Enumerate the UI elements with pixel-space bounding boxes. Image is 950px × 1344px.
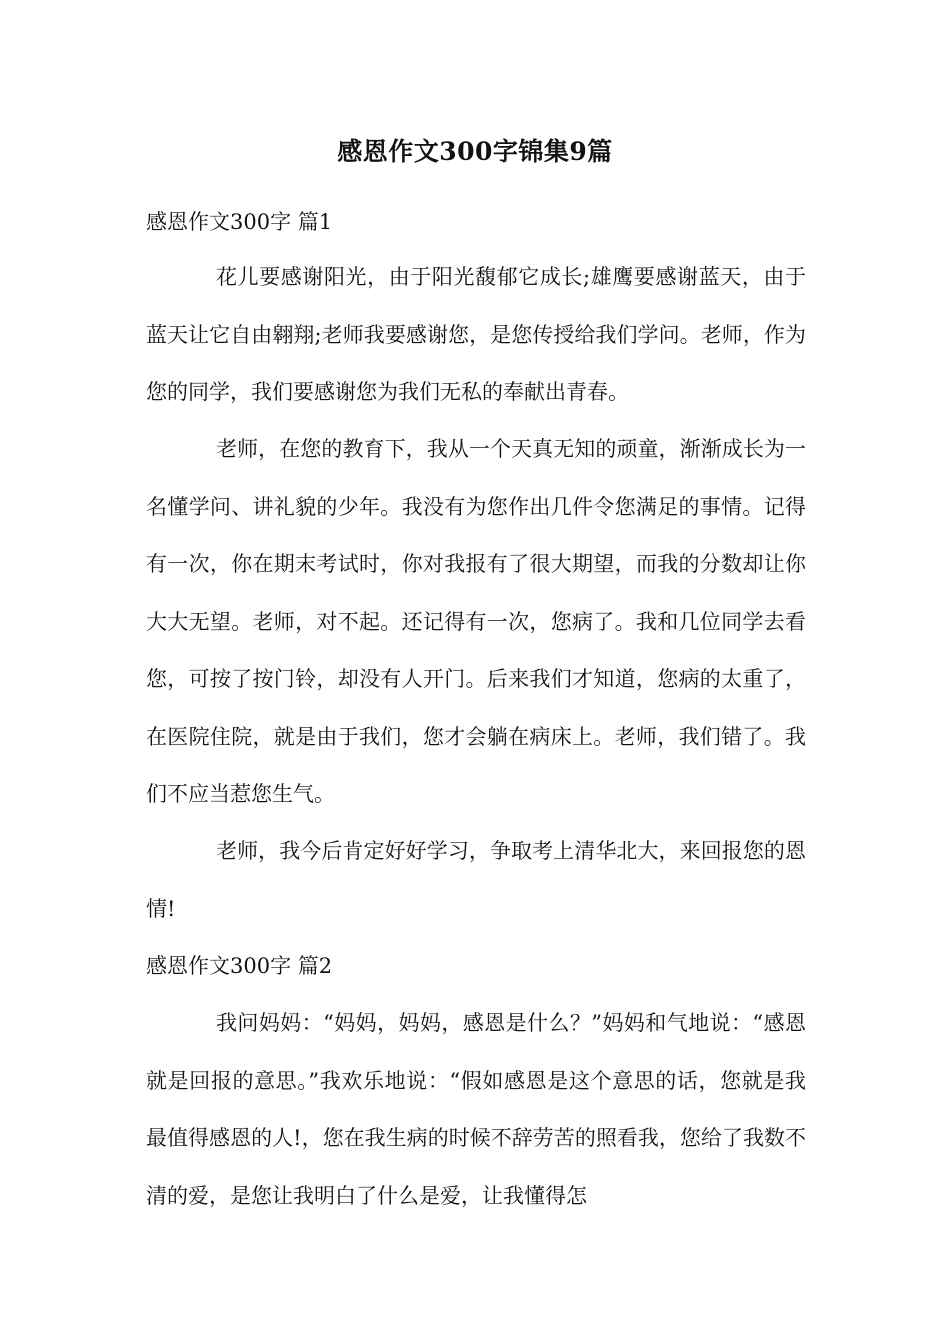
section-heading-1: 感恩作文300字 篇1 [146, 210, 333, 234]
section-heading-2: 感恩作文300字 篇2 [146, 954, 333, 978]
paragraph-1-2: 老师，在您的教育下，我从一个天真无知的顽童，渐渐成长为一名懂学问、讲礼貌的少年。我没有为您作出几件令您满足的事情。记得有一次，你在期末考试时，你对我报有了很大期望，而我的分数却让你大大无望。老师，对不起。还记得有一次，您病了。我和几位同学去看您，可按了按门铃，却没有人开门。后来我们才知道，您病的太重了，在医院住院，就是由于我们，您才会躺在病床上。老师，我们错了。我们不应当惹您生气。 [146, 437, 806, 806]
document-title: 感恩作文300字锦集9篇 [337, 137, 613, 166]
paragraph-1-1: 花儿要感谢阳光，由于阳光馥郁它成长;雄鹰要感谢蓝天，由于蓝天让它自由翱翔;老师我要感谢您，是您传授给我们学问。老师，作为您的同学，我们要感谢您为我们无私的奉献出青春。 [146, 265, 806, 404]
paragraph-1-3: 老师，我今后肯定好好学习，争取考上清华北大，来回报您的恩情! [146, 839, 806, 921]
paragraph-2-1: 我问妈妈：“妈妈，妈妈，感恩是什么？”妈妈和气地说：“感恩就是回报的意思。”我欢乐地说：“假如感恩是这个意思的话，您就是我最值得感恩的人!，您在我生病的时候不辞劳苦的照看我，您给了我数不清的爱，是您让我明白了什么是爱，让我懂得怎 [146, 1011, 806, 1208]
